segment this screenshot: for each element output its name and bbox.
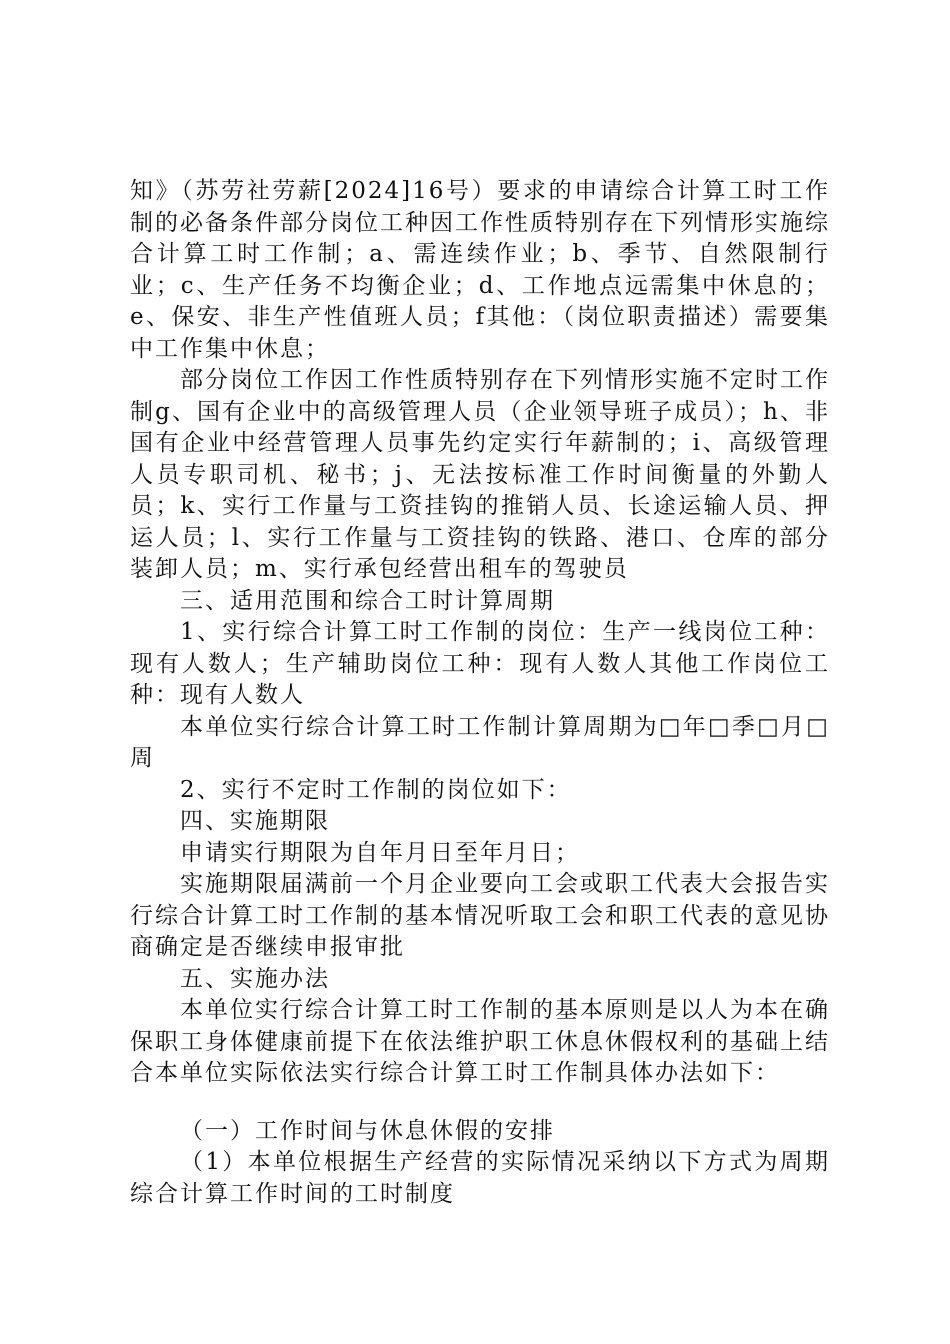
paragraph-flexible-hours-conditions: 部分岗位工作因工作性质特别存在下列情形实施不定时工作制g、国有企业中的高级管理人员（企业领导班子成员）；h、非国有企业中经营管理人员事先约定实行年薪制的；i、高级管理人员专职司机、秘书；j、无法按标准工作时间衡量的外勤人员；k、实行工作量与工资挂钩的推销人员、长途运输人员、押运人员；l、实行工作量与工资挂钩的铁路、港口、仓库的部分装卸人员；m、实行承包经营出租车的驾驶员 <box>130 367 830 582</box>
section-heading-methods: 五、实施办法 <box>180 965 330 992</box>
paragraph-calculation-period: 本单位实行综合计算工时工作制计算周期为□年□季□月□周 <box>130 713 830 771</box>
document-body <box>130 176 830 1210</box>
paragraph-expiry-report: 实施期限届满前一个月企业要向工会或职工代表大会报告实行综合计算工时工作制的基本情况听取工会和职工代表的意见协商确定是否继续申报审批 <box>130 871 830 960</box>
section-heading-duration: 四、实施期限 <box>180 808 330 834</box>
section-heading-scope: 三、适用范围和综合工时计算周期 <box>180 587 555 614</box>
subheading-work-rest-arrangement: （一）工作时间与休息休假的安排 <box>180 1117 555 1144</box>
paragraph-spacer <box>130 1090 830 1116</box>
paragraph-conditions-intro: 知》（苏劳社劳薪[2024]16号）要求的申请综合计算工时工作制的必备条件部分岗位工种因工作性质特别存在下列情形实施综合计算工时工作制；a、需连续作业；b、季节、自然限制行业；c、生产任务不均衡企业；d、工作地点远需集中休息的；e、保安、非生产性值班人员；f其他：（岗位职责描述）需要集中工作集中休息； <box>130 178 830 362</box>
paragraph-period-method: （1）本单位根据生产经营的实际情况采纳以下方式为周期综合计算工作时间的工时制度 <box>130 1149 830 1207</box>
paragraph-comprehensive-positions: 1、实行综合计算工时工作制的岗位：生产一线岗位工种：现有人数人；生产辅助岗位工种：现有人数人其他工作岗位工种：现有人数人 <box>130 619 830 708</box>
paragraph-basic-principle: 本单位实行综合计算工时工作制的基本原则是以人为本在确保职工身体健康前提下在依法维护职工休息休假权利的基础上结合本单位实际依法实行综合计算工时工作制具体办法如下： <box>130 997 830 1086</box>
paragraph-flexible-positions: 2、实行不定时工作制的岗位如下： <box>180 776 572 803</box>
paragraph-application-period: 申请实行期限为自年月日至年月日； <box>180 839 580 866</box>
